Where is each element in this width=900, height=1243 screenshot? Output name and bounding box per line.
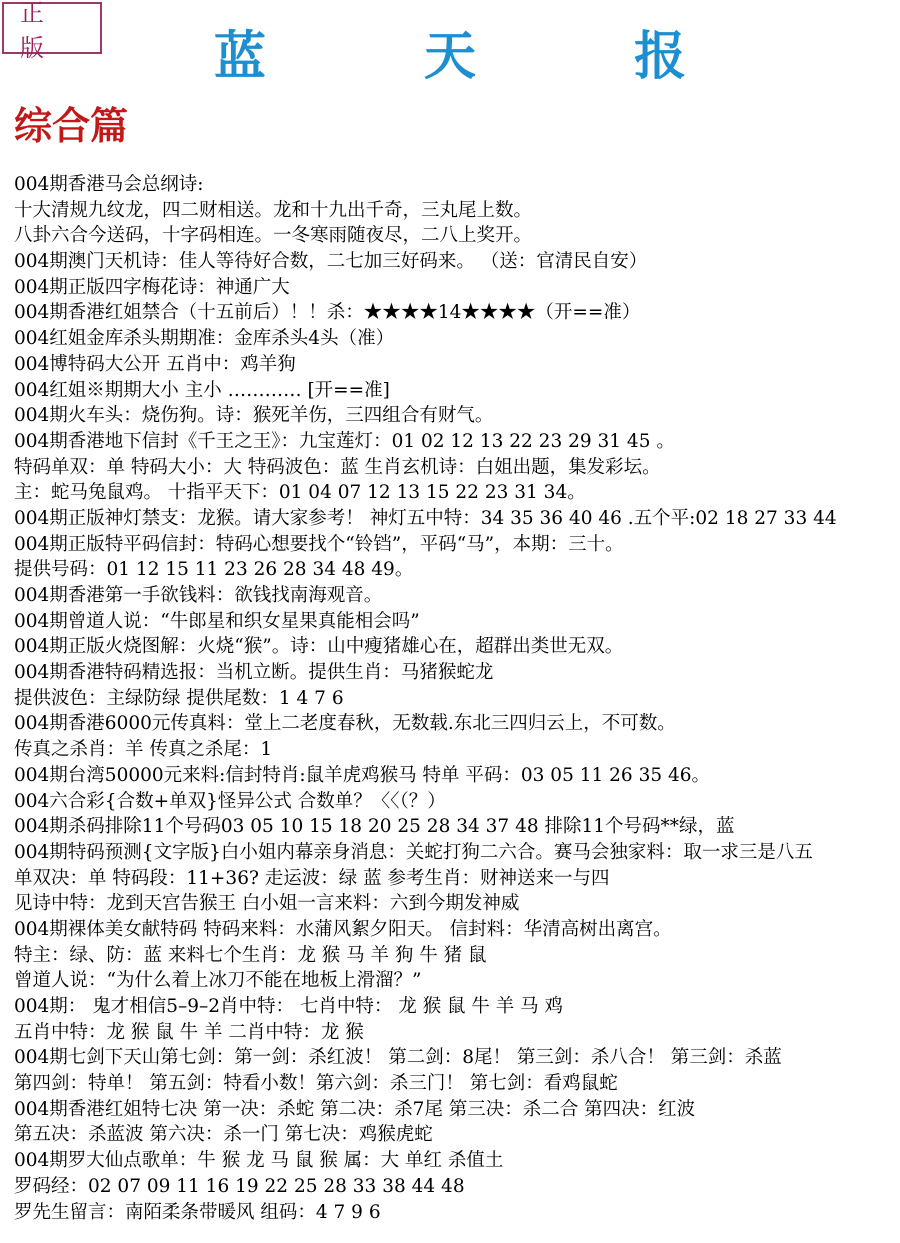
text-line: 004红姐※期期大小 主小 ………… [开==准]	[14, 379, 390, 401]
text-line: 004期澳门天机诗：佳人等待好合数，二七加三好码来。 （送：官清民自安）	[14, 251, 648, 273]
text-line: 004期裸体美女献特码 特码来料：水蒲风絮夕阳天。 信封料：华清高树出离宫。	[14, 918, 672, 940]
text-line: 004期正版火烧图解：火烧“猴”。诗：山中瘦猪雄心在，超群出类世无双。	[14, 636, 624, 658]
text-line: 见诗中特：龙到天宫告猴王 白小姐一言来料：六到今期发神威	[14, 893, 520, 915]
text-line: 004期香港特码精选报：当机立断。提供生肖：马猪猴蛇龙	[14, 662, 494, 684]
text-line: 提供波色：主绿防绿 提供尾数：1 4 7 6	[14, 687, 344, 709]
text-line: 罗码经：02 07 09 11 16 19 22 25 28 33 38 44 48	[14, 1175, 465, 1197]
text-line: 004期杀码排除11个号码03 05 10 15 18 20 25 28 34 37 48 排除11个号码**绿，蓝	[14, 816, 735, 838]
text-line: 特主：绿、防：蓝 来料七个生肖：龙 猴 马 羊 狗 牛 猪 鼠	[14, 944, 487, 966]
text-line: 004期： 鬼才相信5–9–2肖中特： 七肖中特： 龙 猴 鼠 牛 羊 马 鸡	[14, 996, 564, 1017]
text-line: 004期香港红姐禁合（十五前后）！！杀：★★★★14★★★★（开==准）	[14, 302, 641, 324]
text-line: 罗先生留言：南陌柔条带暖风 组码：4 7 9 6	[14, 1201, 381, 1223]
text-line: 004期正版特平码信封：特码心想要找个“铃铛”，平码“马”，本期：三十。	[14, 533, 624, 555]
text-line: 第五决：杀蓝波 第六决：杀一门 第七决：鸡猴虎蛇	[14, 1124, 433, 1146]
section-heading: 综合篇	[14, 103, 129, 148]
text-line: 004六合彩{合数+单双}怪异公式 合数单？〈〈（？）	[14, 790, 446, 812]
text-line: 004期香港红姐特七决 第一决：杀蛇 第二决：杀7尾 第三决：杀二合 第四决：红波	[14, 1098, 696, 1120]
text-line: 004期香港地下信封《千王之王》：九宝莲灯：01 02 12 13 22 23 29 31 45 。	[14, 430, 675, 452]
text-line: 004期罗大仙点歌单：牛 猴 龙 马 鼠 猴 属：大 单红 杀值土	[14, 1150, 504, 1172]
text-line: 第四剑：特单！ 第五剑：特看小数！第六剑：杀三门！ 第七剑：看鸡鼠蛇	[14, 1073, 618, 1095]
text-line: 004期香港马会总纲诗:	[14, 174, 204, 195]
text-line: 单双决：单 特码段：11+36? 走运波：绿 蓝 参考生肖：财神送来一与四	[14, 867, 610, 889]
content-lines	[14, 172, 900, 1225]
text-line: 十大清规九纹龙，四二财相送。龙和十九出千奇，三丸尾上数。	[14, 199, 533, 221]
text-line: 主：蛇马兔鼠鸡。 十指平天下：01 04 07 12 13 15 22 23 31 34。	[14, 482, 586, 504]
text-line: 特码单双：单 特码大小：大 特码波色：蓝 生肖玄机诗：白姐出题，集发彩坛。	[14, 456, 661, 478]
text-line: 004期特码预测{文字版}白小姐内幕亲身消息：关蛇打狗二六合。赛马会独家料：取一求三是八五	[14, 841, 813, 863]
text-line: 曾道人说：“为什么着上冰刀不能在地板上滑溜？”	[14, 970, 422, 992]
edition-badge: 正 版	[2, 2, 102, 54]
text-line: 八卦六合今送码，十字码相连。一冬寒雨随夜尽，二八上奖开。	[14, 225, 533, 247]
text-line: 提供号码：01 12 15 11 23 26 28 34 48 49。	[14, 559, 414, 581]
text-line: 004期台湾50000元来料:信封特肖:鼠羊虎鸡猴马 特单 平码：03 05 11 26 35 46。	[14, 764, 711, 786]
text-line: 004期正版神灯禁支：龙猴。请大家参考！ 神灯五中特：34 35 36 40 46 .五个平:02 18 27 33 44	[14, 507, 837, 529]
text-line: 004红姐金库杀头期期准：金库杀头4头（准）	[14, 328, 395, 350]
text-line: 004博特码大公开 五肖中：鸡羊狗	[14, 353, 296, 375]
text-line: 004期曾道人说：“牛郎星和织女星果真能相会吗”	[14, 610, 420, 632]
text-line: 004期正版四字梅花诗：神通广大	[14, 276, 290, 298]
text-line: 004期七剑下天山第七剑：第一剑：杀红波！ 第二剑：8尾！ 第三剑：杀八合！ 第三剑：杀蓝	[14, 1047, 782, 1069]
text-line: 传真之杀肖：羊 传真之杀尾：1	[14, 739, 273, 761]
text-line: 004期香港第一手欲钱料：欲钱找南海观音。	[14, 585, 383, 606]
text-line: 004期香港6000元传真料：堂上二老度春秋，无数载.东北三四归云上，不可数。	[14, 713, 676, 735]
text-line: 五肖中特：龙 猴 鼠 牛 羊 二肖中特：龙 猴	[14, 1021, 364, 1043]
page-title: 蓝 天 报	[213, 26, 757, 87]
text-line: 004期火车头：烧伤狗。诗：猴死羊伤，三四组合有财气。	[14, 405, 494, 427]
